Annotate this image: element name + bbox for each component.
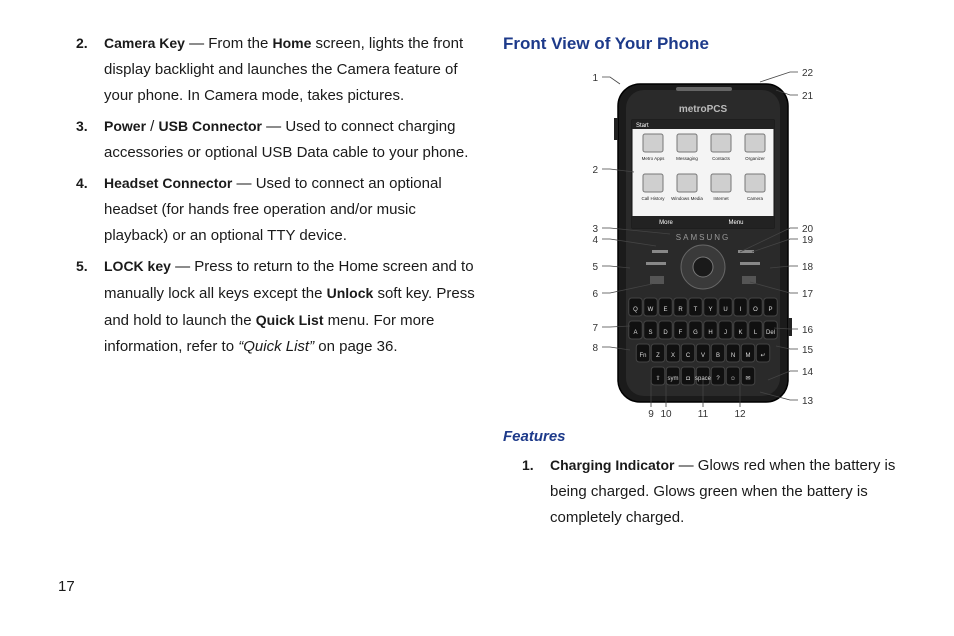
key-label: M [745,353,751,359]
item-text: — Glows red when the battery is being charged. Glows green when the battery is completely charged. [550,457,896,526]
feature-list [522,452,922,535]
key-label: R [678,307,683,313]
item-text: — Press to return to the Home screen and to manually lock all keys except the [104,258,474,302]
callout-label: 10 [660,409,672,420]
item-number: 1. [522,457,534,473]
callout-label: 5 [592,262,598,273]
callout-label: 15 [802,345,814,356]
item-text: / [146,118,159,135]
item-text: soft key. Press and hold to launch the [104,285,475,329]
app-label: Metro Apps [641,156,665,161]
app-label: Call History [641,196,665,201]
end-key[interactable] [740,262,760,265]
key-label: D [663,330,668,336]
term: Camera Key [104,35,185,51]
side-connector [788,318,792,336]
key-label: ◘ [686,376,690,382]
callout-label: 8 [592,343,598,354]
key-label: W [647,307,654,313]
term: Unlock [326,285,374,301]
callout-label: 13 [802,396,814,407]
item-number: 4. [76,175,88,191]
softkey-bar [632,216,774,228]
key-label: ✉ [745,376,751,382]
term: USB Connector [158,118,262,134]
callout-label: 21 [802,91,814,102]
key-label: I [739,307,742,313]
brand-logo: metroPCS [678,104,728,115]
item-text: on page 36. [314,338,398,355]
app-icon[interactable] [643,134,663,152]
callout-line [602,77,620,84]
phone-illustration [590,62,820,422]
key-label: ⇧ [655,376,661,382]
earpiece [676,87,732,91]
app-icon[interactable] [677,174,697,192]
callout-label: 7 [592,323,598,334]
ok-key[interactable] [693,257,713,277]
app-icon[interactable] [711,174,731,192]
callout-label: 14 [802,367,814,378]
key-label: E [663,307,668,313]
left-column [76,30,476,364]
key-label: H [708,330,713,336]
item-text: menu. For more information, refer to [104,312,435,355]
item-text: “Quick List” [238,338,315,355]
key-label: K [738,330,743,336]
left-softkey[interactable] [652,250,668,253]
key-label: X [670,353,676,359]
app-label: Windows Media [671,196,703,201]
term: Power [104,118,147,134]
key-label: F [678,330,683,336]
list-item-3 [76,253,476,360]
callout-label: 19 [802,235,814,246]
term: LOCK key [104,258,171,274]
phone-figure [590,62,820,422]
callout-label: 9 [648,409,654,420]
key-label: U [723,307,728,313]
item-number: 5. [76,258,88,274]
key-label: ↵ [760,353,766,359]
start-label: Start [636,123,649,129]
item-text: — Used to connect charging accessories or optional USB Data cable to your phone. [104,118,469,161]
item-text: — From the [184,35,273,52]
key-label: Q [633,307,638,313]
key-label: Y [708,307,713,313]
key-label: J [724,330,727,336]
callout-label: 12 [734,409,746,420]
callout-label: 11 [697,409,709,420]
softkey-more[interactable]: More [659,220,673,226]
home-key[interactable] [650,276,664,284]
callout-label: 20 [802,224,814,235]
key-label: G [693,330,698,336]
item-text: — Used to connect an optional headset (for hands free operation and/or music playback) or an optional TTY device. [104,175,442,244]
callout-label: 3 [592,224,598,235]
page-number: 17 [58,578,75,595]
app-label: Messaging [676,156,698,161]
key-label: V [700,353,706,359]
key-label: Z [656,353,660,359]
key-label: B [715,353,721,359]
item-number: 3. [76,118,88,134]
callout-label: 18 [802,262,814,273]
app-label: Contacts [712,156,730,161]
term: Quick List [255,312,324,328]
key-label: ? [716,376,720,382]
app-icon[interactable] [711,134,731,152]
list-item-1 [76,113,476,166]
key-label: N [730,353,736,359]
app-icon[interactable] [643,174,663,192]
callout-line [760,72,798,82]
callout-label: 17 [802,289,814,300]
app-icon[interactable] [745,174,765,192]
app-icon[interactable] [677,134,697,152]
list-item-2 [76,170,476,249]
key-label: L [753,330,758,336]
key-label: Del [765,330,776,336]
key-label: C [685,353,691,359]
app-label: Organizer [745,156,765,161]
key-label: sym [667,376,679,382]
key-label: O [753,307,758,313]
callout-label: 22 [802,68,814,79]
term: Charging Indicator [550,457,675,473]
key-label: A [633,330,638,336]
item-text: screen, lights the front display backlight and launches the Camera feature of your phone. In Camera mode, takes pictures. [104,35,464,104]
features-heading: Features [503,428,566,445]
callout-label: 6 [592,289,598,300]
app-icon[interactable] [745,134,765,152]
section-heading: Front View of Your Phone [503,34,709,53]
volume-key[interactable] [614,118,618,140]
feature-item-0 [522,452,922,531]
term: Home [272,35,312,51]
key-label: T [693,307,698,313]
key-label: space [694,376,712,382]
item-number: 2. [76,35,88,51]
callout-label: 4 [592,235,598,246]
key-label: Fn [639,353,647,359]
term: Headset Connector [104,175,233,191]
send-key[interactable] [646,262,666,265]
app-label: Internet [713,196,729,201]
maker-logo: SAMSUNG [675,233,731,242]
key-label: P [768,307,773,313]
list-item-0 [76,30,476,109]
callout-label: 1 [592,73,598,84]
softkey-menu[interactable]: Menu [728,220,744,226]
callout-label: 16 [802,325,814,336]
app-label: Camera [746,196,764,201]
key-label: ☺ [729,376,737,382]
key-label: S [648,330,653,336]
callout-label: 2 [592,165,598,176]
status-bar [632,120,774,129]
